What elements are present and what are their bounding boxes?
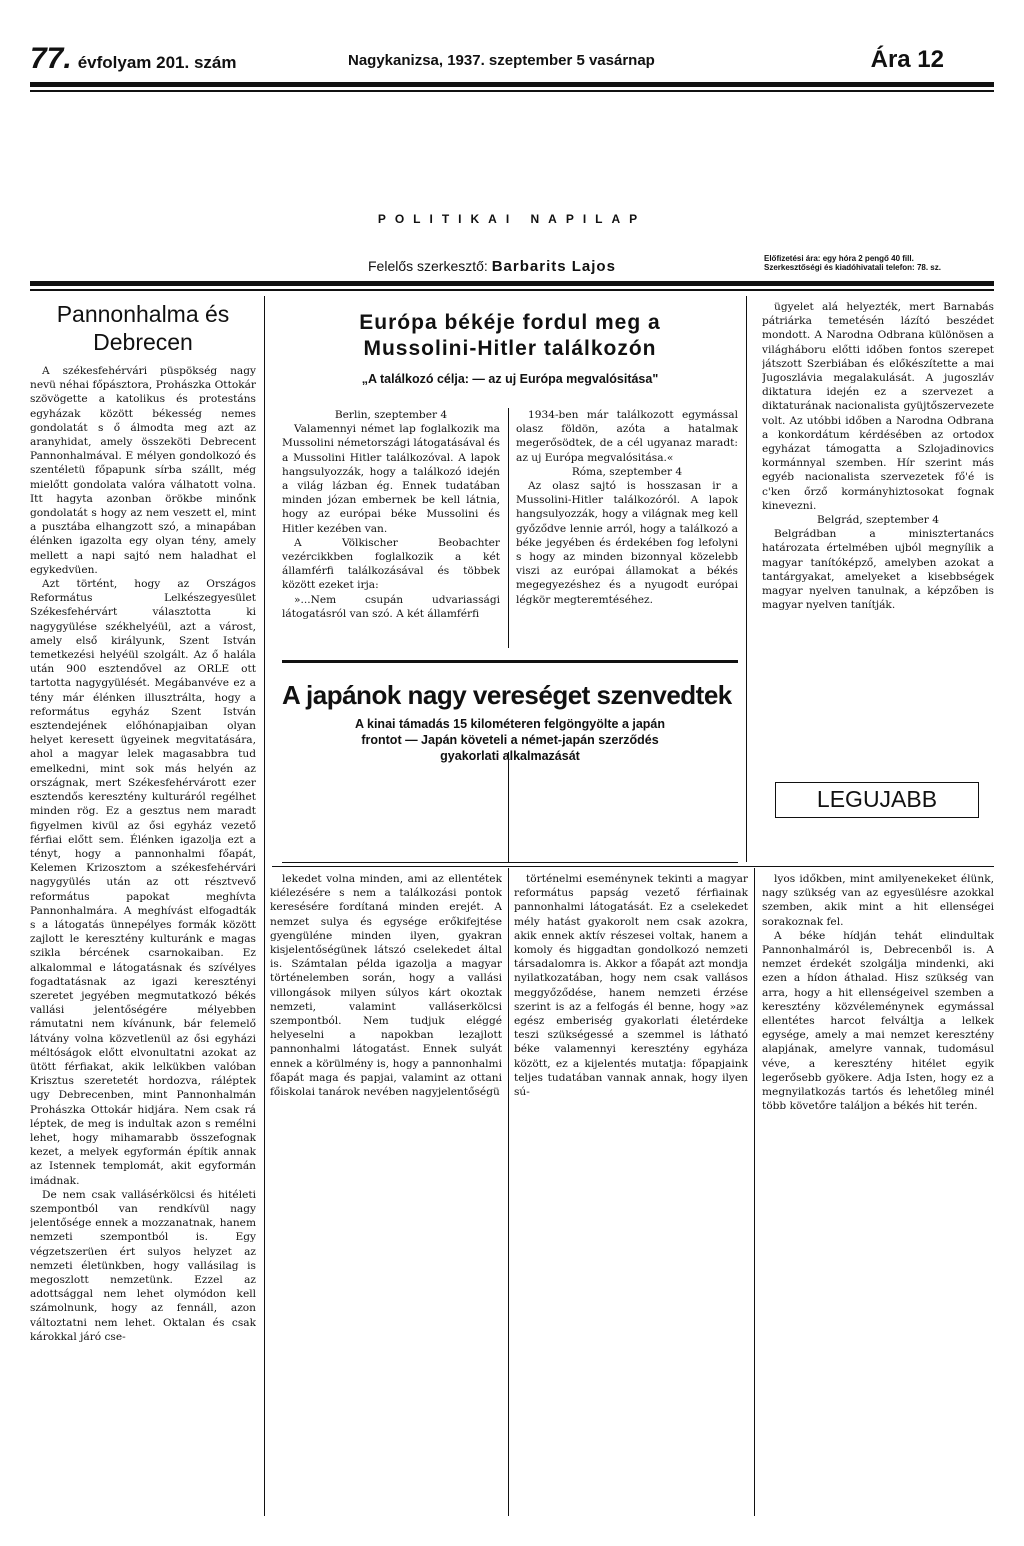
column-divider bbox=[508, 868, 509, 1516]
paragraph: lekedet volna minden, ami az ellentétek kiélezésére s nem a találkozási pontok keresésére fordítaná minden erejét. A nemzet sulya és egysége erőkifejtése gyengüléne minden ilyen, gyakran kisjelentőségünek látszó cselekedet által is. Számtalan példa igazolja a magyar történelemben során, hogy a vallási villongások milyen súlyos kárt okoztak nemzeti, valamint valláserkölcsi szempontból. Nem tudjuk eléggé helyeselni a napokban lezajlott pannonhalmi látogatást. Ennek sulyát ennek a körülmény is, hogy a pannonhalmi főapát maga és papjai, valamint az ottani főiskolai tanárok nevében nagyjelentőségü bbox=[270, 873, 502, 1099]
column-divider bbox=[264, 296, 265, 1516]
subscription-price: Előfizetési ára: egy hóra 2 pengő 40 fill. bbox=[764, 254, 914, 263]
paragraph: 1934-ben már találkozott egymással olasz földön, azóta a hatalmak megerősödtek, de a cél ugyanaz maradt: az uj Európa megvalósitása.« bbox=[516, 409, 738, 464]
paragraph: Belgrádban a minisztertanács határozata értelmében ujból megnyílik a magyar tanítóképző, amelyben azokat a tantárgyakat, amelyeket a kisebbségek magyar nyelven tanulnak, a képzőben is magyar nyelven tanítják. bbox=[762, 528, 994, 612]
bottom-rule bbox=[272, 866, 994, 867]
paragraph: történelmi eseménynek tekinti a magyar református papság vezető férfiainak pannonhalmi látogatását. Ez a cselekedet mély hatást gyakorolt nem csak azokra, akik ennek aktív részesei voltak, hanem a komoly és higgadtan gondolkozó nemzeti társadalomra is. Akkor a főapát azt mondja nyilatkozatában, hogy nem csak vallásos meggyőződése, hanem nemzeti érzése szerint is az a felfogás él benne, hogy »az egész emberiség gyakorlati életérdeke teszi szükségessé a szemmel is látható béke valamennyi keresztény egyháza között, ez a kijelentés mutatja: főpapjaink teljes tudatában vannak annak, hogy ilyen sú- bbox=[514, 873, 748, 1099]
article-title: Pannonhalma és Debrecen bbox=[56, 301, 230, 355]
subheadline-line: frontot — Japán követeli a német-japán szerződés bbox=[361, 733, 659, 747]
europa-headline bbox=[282, 310, 738, 362]
volume-text: évfolyam 201. szám bbox=[77, 53, 237, 72]
paragraph: ügyelet alá helyezték, mert Barnabás pátriárka temetésén lázító beszédet mondott. A Narodna Odbrana különösen a világháboru előtti időben fontos szerepet játszott Szerbiában és előkészítette a mai Jugoszlávia megalakulását. A jugoszláv diktatura idején ez a szervezet a diktaturának nacionalista gyüjtőszervezete volt. Az utóbbi időben a Narodna Odbrana a konkordátum kérdésében az ortodox egyházat támogatta a Szlojadinovics kormánnyal szemben. Hír szerint más egyéb nacionalista szervezetek fő'é is c'ken őrző kormányhiztosokat fognak kinevezni. bbox=[762, 301, 994, 512]
price: Ára 12 bbox=[870, 46, 944, 73]
dateline: Belgrád, szeptember 4 bbox=[817, 514, 939, 527]
headline-line: Mussolini-Hitler találkozón bbox=[363, 337, 657, 360]
subheadline-line: A kinai támadás 15 kilométeren felgöngyölte a japán bbox=[354, 717, 666, 731]
paragraph: De nem csak vallásérkölcsi és hitéleti szempontból van rendkívül nagy jelentősége ennek a mozzanatnak, hanem nemzeti szempontból is. Egy végzetszerüen ért sulyos helyzet az nemzeti életünkben, hogy vallásilag is megoszlott nemzetünk. Ezzel az adottsággal nem lehet olymódon kell számolnunk, hogy az fennáll, azon változtatni nem lehet. Oktalan és csak károkkal járó cse- bbox=[30, 1188, 256, 1343]
paragraph: Az olasz sajtó is hosszasan ir a Mussolini-Hitler találkozóról. A lapok hangsulyozzák, hogy a világnak meg kell győződve lennie arról, hogy a találkozó a béke jegyében és érdekében fog lefolyni s hogy az minden bizonnyal közelebb viszi az európai államokat a békés megegyezéshez és a nyugodt európai légkör megteremtéséhez. bbox=[516, 480, 738, 606]
subtitle: POLITIKAI NAPILAP bbox=[377, 212, 647, 226]
editor-label: Felelős szerkesztő: bbox=[368, 258, 488, 274]
price-info bbox=[764, 254, 994, 272]
place-date: Nagykanizsa, 1937. szeptember 5 vasárnap bbox=[348, 52, 655, 69]
bottom-col3 bbox=[514, 872, 748, 1512]
editor-name: Barbarits Lajos bbox=[491, 258, 616, 275]
paragraph: A béke hídján tehát elindultak Pannonhalmáról is, Debrecenből is. A nemzet érdekét szolgálja mindenki, aki ezen a hídon áthalad. Hisz szükség van arra, hogy a hit ellenségeivel szemben a keresztény közvéleménynek egymással ellentétes harcot felváltja a lelkek egysége, amely a mai nemzet keresztény alapjának, amelyre vannak, tudomásul véve, a keresztény hitélet egyik legerősebb gyökere. Adja Isten, hogy ez a megnyilatkozás tartós és lehetőleg minél több követőre találjon a békés hit terén. bbox=[762, 929, 994, 1113]
subheadline-line: gyakorlati alkalmazását bbox=[440, 749, 580, 763]
japan-headline: A japánok nagy vereséget szenvedtek bbox=[282, 680, 732, 710]
europa-col2 bbox=[516, 408, 738, 653]
masthead-rule bbox=[30, 82, 994, 87]
column-divider bbox=[746, 296, 747, 862]
paragraph: »...Nem csupán udvariassági látogatásról van szó. A két államférfi bbox=[282, 593, 500, 620]
paragraph: A Völkischer Beobachter vezércikkben foglalkozik a két államférfi találkozásával és többek között ezeket irja: bbox=[282, 536, 500, 592]
volume-number: 77. bbox=[30, 42, 72, 75]
europa-subheadline: „A találkozó célja: — az uj Európa megvalósitása" bbox=[361, 372, 659, 386]
europa-col1 bbox=[282, 408, 500, 653]
header-rule-thin bbox=[30, 289, 994, 291]
phone-info: Szerkesztőségi és kiadóhivatali telefon: 78. sz. bbox=[764, 263, 941, 272]
section-rule bbox=[282, 660, 738, 663]
headline-line: Európa békéje fordul meg a bbox=[359, 311, 661, 334]
dateline: Berlin, szeptember 4 bbox=[334, 409, 448, 421]
paragraph: Valamennyi német lap foglalkozik ma Mussolini németországi látogatásával és a Mussolini Hitler találkozóval. A lapok hangsulyozzák, hogy a találkozó idején a világ lázban ég. Ennek tudatában minden józan embernek be kell látnia, hogy az európai béke Mussolini és Hitler kezében van. bbox=[282, 423, 500, 535]
volume-info bbox=[30, 42, 236, 76]
editor-line bbox=[368, 258, 616, 275]
right-column-top bbox=[762, 300, 994, 770]
column-divider bbox=[754, 868, 755, 1516]
paragraph: Azt történt, hogy az Országos Református Lelkészegyesület Székesfehérvárt választotta ki nagygyülése székhelyéül, azt a várost, amely első királyunk, Szent István temetkezési helyéül szolgált. Az ő halála után 900 esztendővel az ORLE ott tartotta nagygyülését. Megábanvéve ez a tény már élénken illusztrálta, hogy a református egyház Szent István esztendejének előhónapjaiban olyan helyet keresett ügyeinek megvitatására, ahol a magyar lelek magasabbra tud emelkedni, mint sok más helyén az országnak, mert Székesfehérvárott ezer esztendős keresztény kulturáról regélhet minden rög. Ez a gesztus nem maradt figyelmen kivül az ősi egyház vezető férfiai előtt sem. Élénken igazolja ezt a tényt, hogy a pannonhalmi főapát, Kelemen Krizosztom a székesfehérvári nagygyülés után az ott résztvevő református papokat meghívta Pannonhalmára. A meghívást elfogadták s a látogatás ünnepélyes formák között zajlott le keresztény kulturánk e magas szikla bércének csarnokaiban. Ez alkalommal e látogatásnak és szívélyes fogadtatásnak az igazi keresztényi szeretet jegyében megmutatkozó békés vallási jelentőségére mélyebben rámutatni nem kívánunk, bár felemelő látvány volna közvetlenül az ősi egyházi méltóságok előtt elvonultatni azokat az ütött férfiakat, akik lelkükben valóban Krisztus szeretetét hordozva, ráléptek ugy Debrecenben, mint Pannonhalmán Prohászka Ottokár hidjára. Nem csak rá léptek, de meg is indultak azon s remélni lehet, hogy mihamarabb összefognak kezet, a melyek egyformán építik annak az Istennek templomát, akit egyformán imádnak. bbox=[30, 578, 256, 1187]
column-divider bbox=[508, 408, 509, 648]
bottom-col2 bbox=[270, 872, 502, 1512]
legujabb-heading: LEGUJABB bbox=[816, 786, 938, 812]
paragraph: A székesfehérvári püspökség nagy nevü néhai főpásztora, Prohászka Ottokár szövögette a katolikus és protestáns egyházak között békesség nemes gondolatát s ő álmodta meg azt az aranyhidat, amely összeköti Debrecent Pannonhalmával. E mélyen gondolkozó és szentéletü főpapunk sírba szállt, még mielőtt gondolata valóra válhatott volna. Itt hagyta azonban örökbe minőnk gondolatát s hogy az nem veszett el, mint a pusztába elhangzott szó, a minapában élénken igazolta egy olyan tény, amely mellett a napi sajtó nem haladhat el egykedvüen. bbox=[30, 365, 256, 576]
section-rule bbox=[282, 862, 738, 863]
paragraph: lyos időkben, mint amilyenekeket élünk, nagy szükség van az egyesülésre azokkal szemben, akik mint a hit ellenségei sorakoznak fel. bbox=[762, 873, 994, 928]
japan-subheadline bbox=[282, 716, 738, 764]
dateline: Róma, szeptember 4 bbox=[571, 465, 683, 478]
column-divider bbox=[508, 752, 509, 862]
header-rule bbox=[30, 281, 994, 286]
left-column bbox=[30, 300, 256, 1515]
masthead bbox=[30, 40, 994, 80]
bottom-col4 bbox=[762, 872, 994, 1512]
